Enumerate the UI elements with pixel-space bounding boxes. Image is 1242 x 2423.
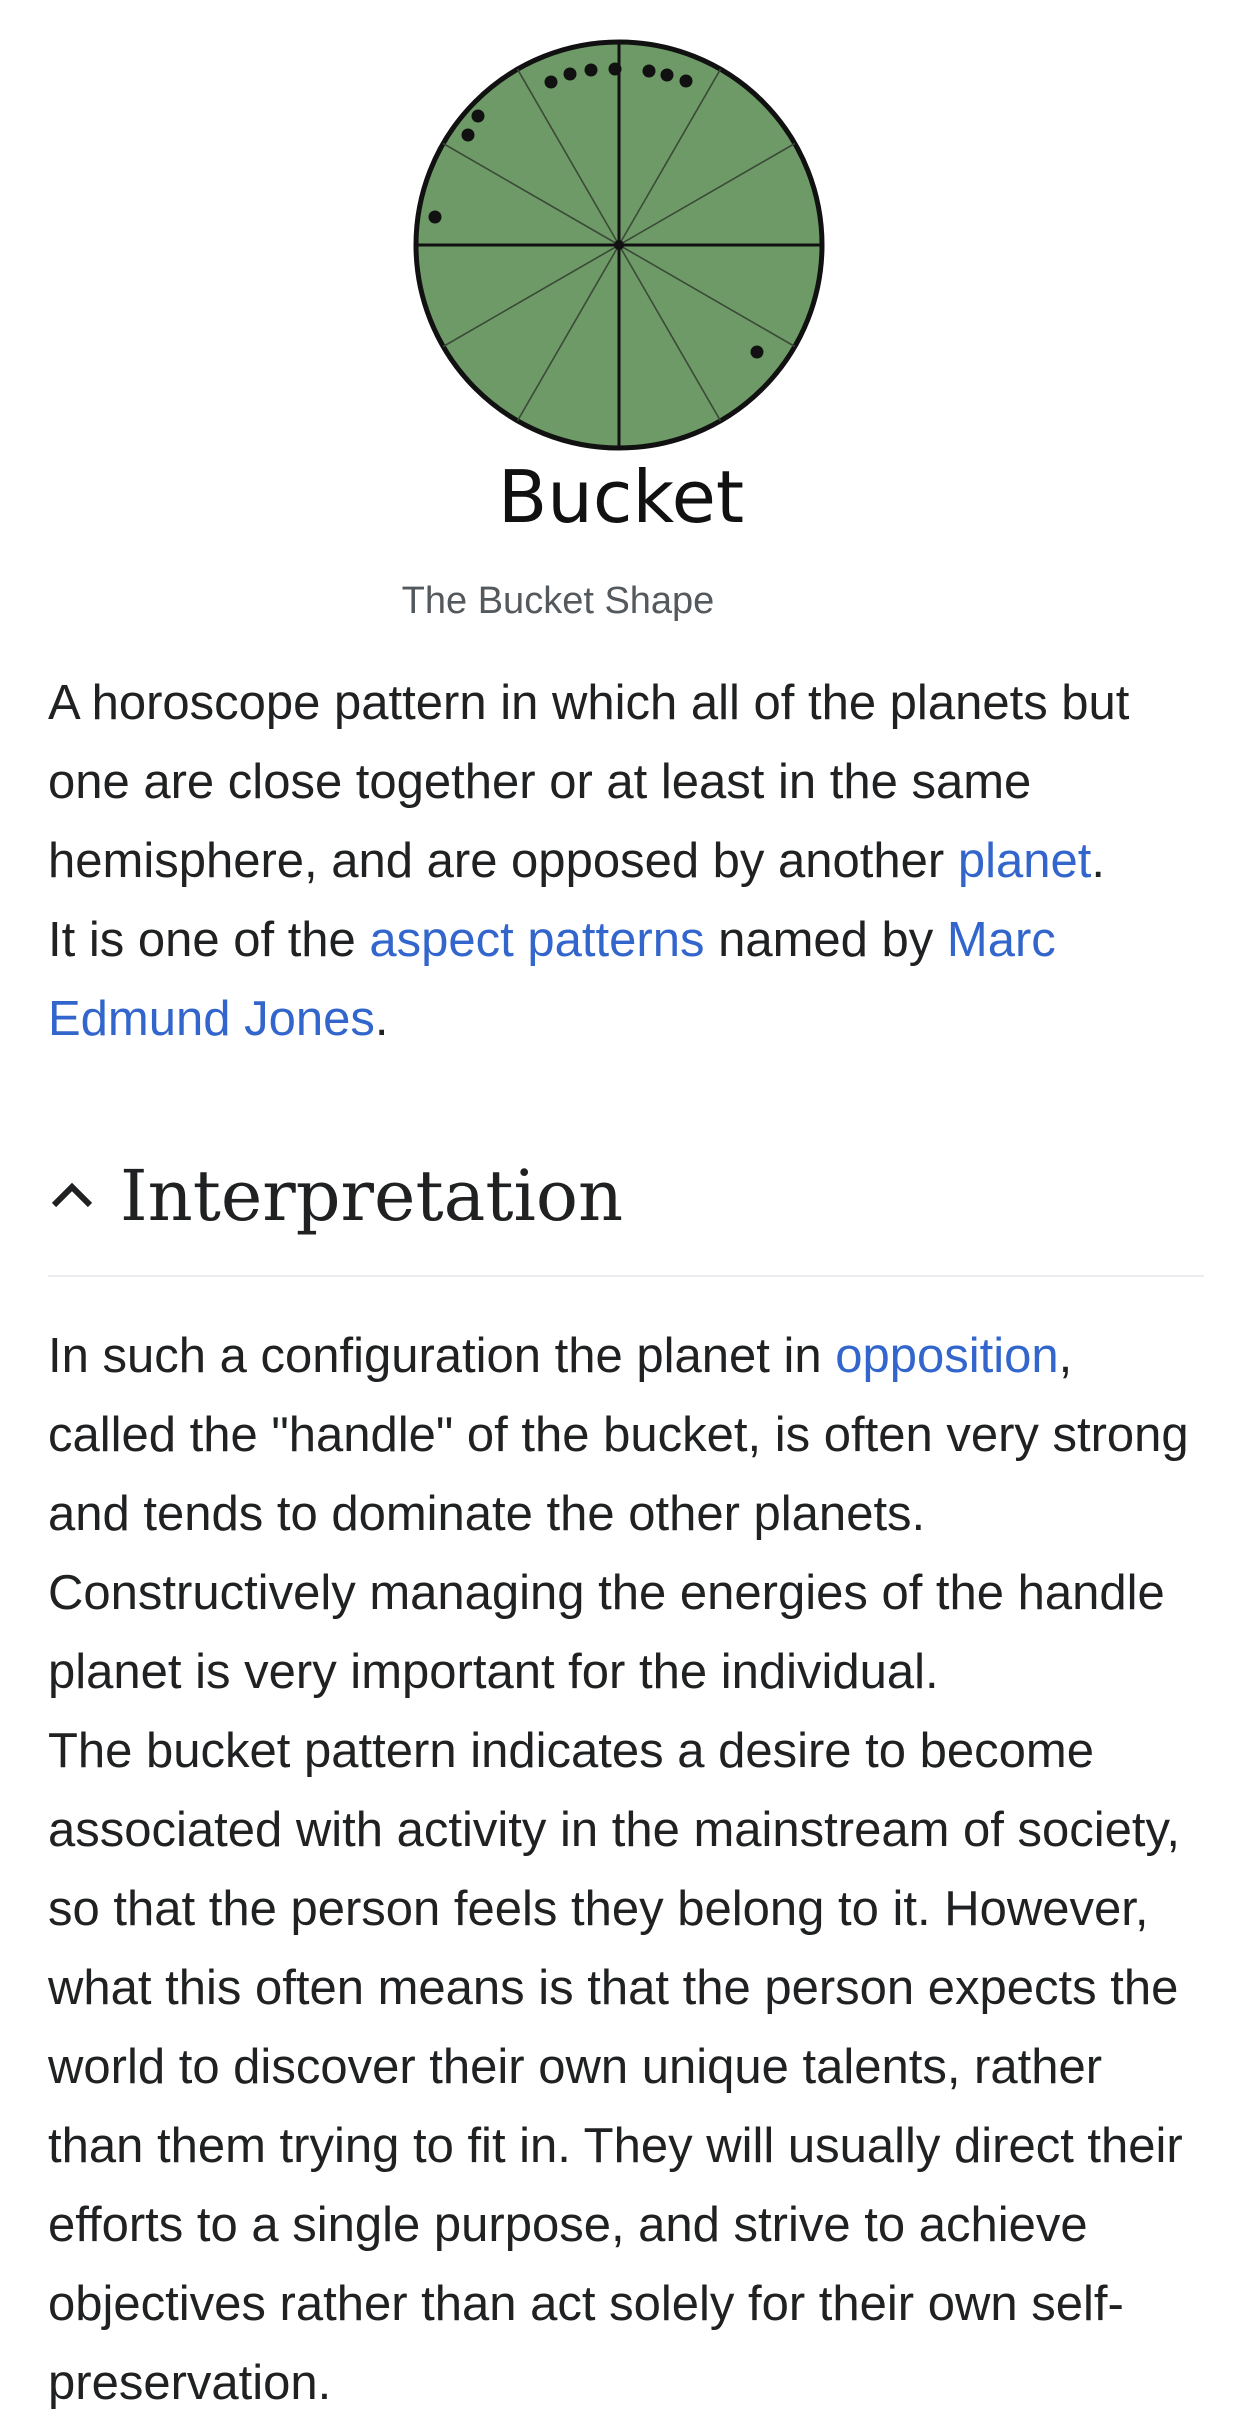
figure-image-label: Bucket [497, 455, 745, 539]
section-heading-interpretation[interactable] [48, 1157, 1204, 1277]
section-title: Interpretation [120, 1155, 624, 1237]
marc-edmund-jones-link[interactable]: Marc Edmund Jones [48, 913, 1056, 1046]
planet-link[interactable]: planet [957, 834, 1092, 888]
bucket-chart-image[interactable] [404, 30, 834, 460]
bucket-figure [0, 0, 1242, 640]
chevron-up-icon[interactable] [48, 1173, 96, 1221]
intro-paragraph-1: A horoscope pattern in which all of the planets but one are close together or at least in the same hemisphere, and are opposed by another planet. [48, 676, 1130, 888]
interpretation-paragraph-3: The bucket pattern indicates a desire to become associated with activity in the mainstream of society, so that the person feels they belong to it. However, what this often means is that the person expects the world to discover their own unique talents, rather than them trying to fit in. They will usually direct their efforts to a single purpose, and strive to achieve objectives rather than act solely for their own self-preservation. [48, 1724, 1183, 2410]
chart-center [614, 240, 624, 250]
intro-paragraph-2: It is one of the aspect patterns named by Marc Edmund Jones. [48, 913, 1056, 1046]
article-content [48, 664, 1204, 2423]
interpretation-paragraph-2: Constructively managing the energies of the handle planet is very important for the individual. [48, 1566, 1165, 1699]
figure-caption: The Bucket Shape [401, 580, 715, 622]
opposition-link[interactable]: opposition [835, 1329, 1059, 1383]
interpretation-paragraph-1: In such a configuration the planet in opposition, called the "handle" of the bucket, is often very strong and tends to dominate the other planets. [48, 1329, 1189, 1541]
aspect-patterns-link[interactable]: aspect patterns [369, 913, 705, 967]
